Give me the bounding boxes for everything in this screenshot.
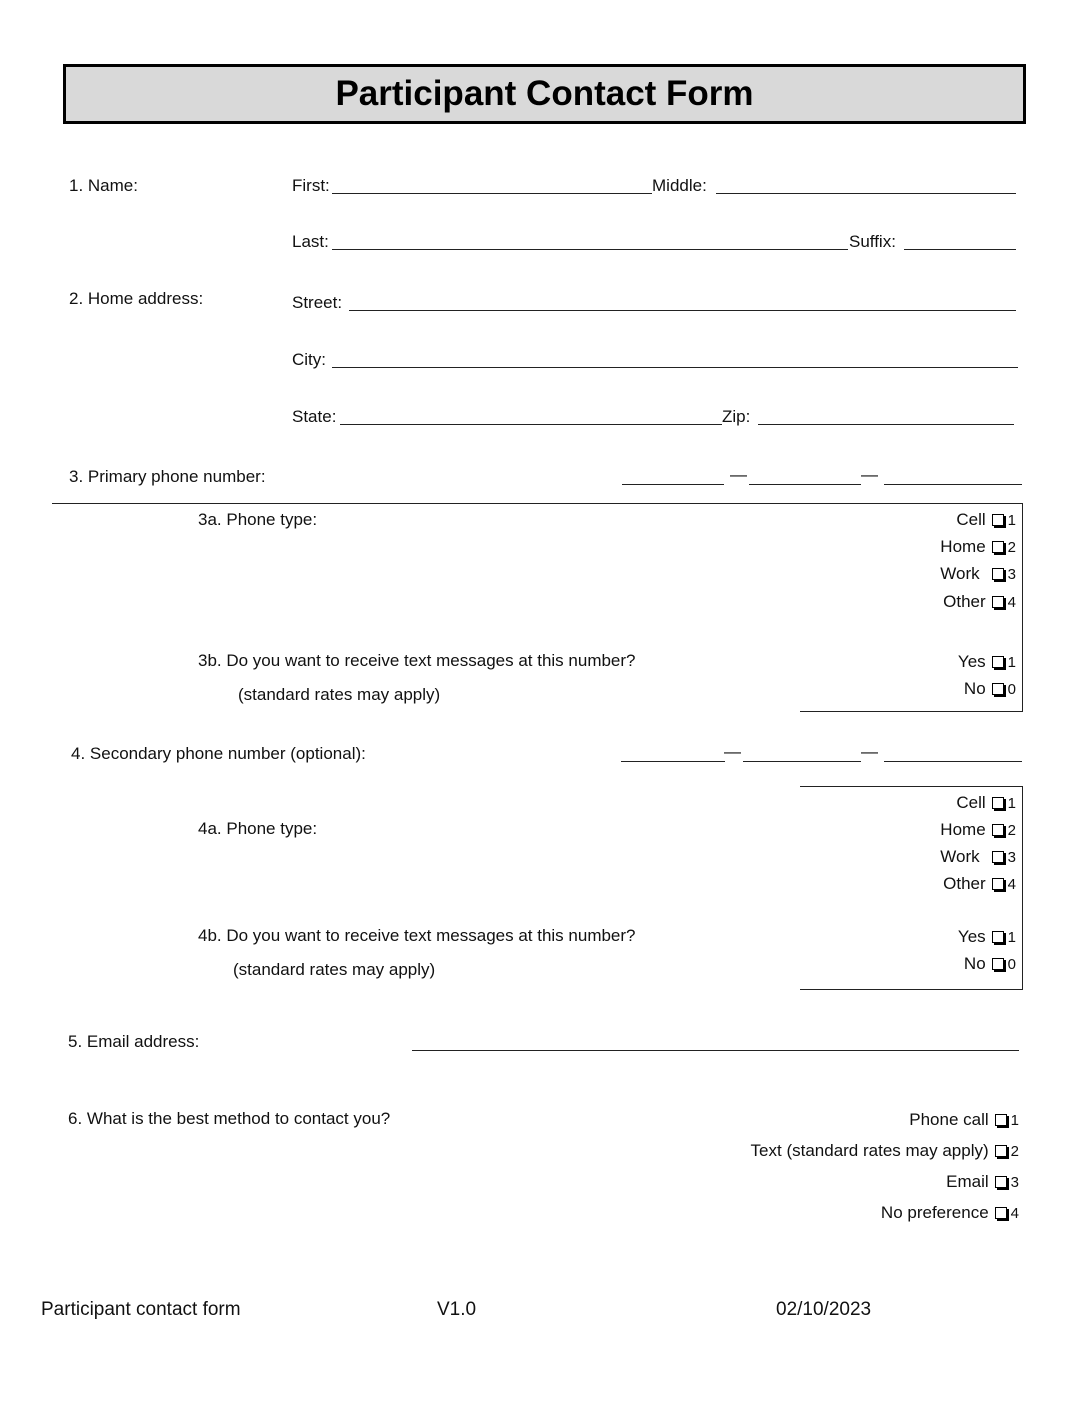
section-border <box>800 989 1023 990</box>
option-code: 2 <box>1007 821 1016 839</box>
option-code: 1 <box>1007 794 1016 812</box>
form-title: Participant Contact Form <box>335 74 754 113</box>
option-code: 1 <box>1007 511 1016 529</box>
option-no-3b[interactable] <box>964 679 1016 699</box>
option-label: Phone call <box>909 1110 989 1129</box>
state-label: State: <box>292 407 337 426</box>
primary-phone-label: 3. Primary phone number: <box>69 467 266 486</box>
option-code: 1 <box>1007 928 1016 946</box>
section-border <box>800 786 1023 787</box>
phone-dash: — <box>861 465 878 484</box>
email-field[interactable] <box>412 1050 1019 1051</box>
secondary-phone-label: 4. Secondary phone number (optional): <box>71 744 366 763</box>
option-label: Home <box>940 537 986 556</box>
option-code: 3 <box>1007 565 1016 583</box>
state-field[interactable] <box>340 424 722 425</box>
footer-version: V1.0 <box>437 1299 477 1320</box>
option-code: 4 <box>1010 1204 1019 1222</box>
option-label: Cell <box>956 793 986 812</box>
checkbox-icon[interactable] <box>992 514 1004 526</box>
footer-date: 02/10/2023 <box>776 1299 872 1320</box>
option-text[interactable] <box>751 1141 1019 1161</box>
first-name-field[interactable] <box>332 193 652 194</box>
city-field[interactable] <box>332 367 1018 368</box>
option-label: Other <box>943 592 986 611</box>
secondary-phone-area-field[interactable] <box>621 761 725 762</box>
option-work-4a[interactable] <box>940 847 1016 867</box>
option-code: 4 <box>1007 593 1016 611</box>
option-label: Text (standard rates may apply) <box>750 1141 989 1160</box>
phone-type-label-4a: 4a. Phone type: <box>198 819 318 838</box>
option-code: 3 <box>1010 1173 1019 1191</box>
option-label: Yes <box>957 927 986 946</box>
suffix-field[interactable] <box>904 249 1016 250</box>
phone-dash: — <box>861 742 878 761</box>
option-no-preference[interactable] <box>881 1203 1019 1223</box>
option-code: 4 <box>1007 875 1016 893</box>
last-name-field[interactable] <box>332 249 848 250</box>
checkbox-icon[interactable] <box>992 851 1004 863</box>
rates-note-4b: (standard rates may apply) <box>233 960 436 979</box>
rates-note-3b: (standard rates may apply) <box>238 685 441 704</box>
name-label: 1. Name: <box>69 176 138 195</box>
email-label: 5. Email address: <box>68 1032 200 1051</box>
option-other-4a[interactable] <box>943 874 1016 894</box>
option-label: Other <box>943 874 986 893</box>
option-code: 1 <box>1007 653 1016 671</box>
checkbox-icon[interactable] <box>995 1176 1007 1188</box>
option-code: 3 <box>1007 848 1016 866</box>
phone-dash: — <box>724 742 741 761</box>
option-code: 2 <box>1007 538 1016 556</box>
option-label: No <box>963 954 986 973</box>
form-title-box <box>63 64 1026 124</box>
option-home-3a[interactable] <box>940 537 1016 557</box>
checkbox-icon[interactable] <box>995 1207 1007 1219</box>
checkbox-icon[interactable] <box>995 1145 1007 1157</box>
last-name-label: Last: <box>292 232 329 251</box>
checkbox-icon[interactable] <box>992 931 1004 943</box>
option-code: 2 <box>1010 1142 1019 1160</box>
section-border <box>1022 503 1023 711</box>
option-cell-4a[interactable] <box>956 793 1016 813</box>
option-label: Work <box>940 847 980 866</box>
checkbox-icon[interactable] <box>992 824 1004 836</box>
city-label: City: <box>292 350 326 369</box>
street-label: Street: <box>292 293 343 312</box>
secondary-phone-line-field[interactable] <box>884 761 1022 762</box>
home-address-label: 2. Home address: <box>69 289 204 308</box>
primary-phone-area-field[interactable] <box>622 484 724 485</box>
option-label: No <box>963 679 986 698</box>
checkbox-icon[interactable] <box>992 656 1004 668</box>
footer-form-name: Participant contact form <box>41 1299 241 1320</box>
option-no-4b[interactable] <box>964 954 1016 974</box>
option-label: No preference <box>880 1203 989 1222</box>
checkbox-icon[interactable] <box>992 878 1004 890</box>
option-home-4a[interactable] <box>940 820 1016 840</box>
checkbox-icon[interactable] <box>992 568 1004 580</box>
primary-phone-prefix-field[interactable] <box>749 484 861 485</box>
section-border <box>800 711 1023 712</box>
checkbox-icon[interactable] <box>992 683 1004 695</box>
option-code: 0 <box>1007 680 1016 698</box>
option-label: Work <box>940 564 980 583</box>
contact-method-label: 6. What is the best method to contact you? <box>68 1109 391 1128</box>
option-cell-3a[interactable] <box>956 510 1016 530</box>
phone-type-label-3a: 3a. Phone type: <box>198 510 318 529</box>
option-label: Home <box>940 820 986 839</box>
option-phone-call[interactable] <box>909 1110 1019 1130</box>
primary-phone-line-field[interactable] <box>884 484 1022 485</box>
text-question-3b: 3b. Do you want to receive text messages at this number? <box>198 651 636 670</box>
option-label: Email <box>946 1172 989 1191</box>
option-code: 1 <box>1010 1111 1019 1129</box>
street-field[interactable] <box>349 310 1016 311</box>
checkbox-icon[interactable] <box>992 596 1004 608</box>
secondary-phone-prefix-field[interactable] <box>743 761 861 762</box>
checkbox-icon[interactable] <box>995 1114 1007 1126</box>
option-label: Cell <box>956 510 986 529</box>
section-border <box>1022 786 1023 989</box>
section-divider <box>52 503 1023 504</box>
checkbox-icon[interactable] <box>992 797 1004 809</box>
option-email[interactable] <box>946 1172 1019 1192</box>
option-other-3a[interactable] <box>943 592 1016 612</box>
option-label: Yes <box>957 652 986 671</box>
suffix-label: Suffix: <box>849 232 896 251</box>
option-yes-3b[interactable] <box>958 652 1016 672</box>
middle-name-label: Middle: <box>652 176 707 195</box>
option-yes-4b[interactable] <box>958 927 1016 947</box>
first-name-label: First: <box>292 176 330 195</box>
phone-dash: — <box>730 465 747 484</box>
zip-label: Zip: <box>722 407 751 426</box>
option-work-3a[interactable] <box>940 564 1016 584</box>
checkbox-icon[interactable] <box>992 541 1004 553</box>
option-code: 0 <box>1007 955 1016 973</box>
zip-field[interactable] <box>758 424 1014 425</box>
middle-name-field[interactable] <box>716 193 1016 194</box>
checkbox-icon[interactable] <box>992 958 1004 970</box>
text-question-4b: 4b. Do you want to receive text messages at this number? <box>198 926 636 945</box>
